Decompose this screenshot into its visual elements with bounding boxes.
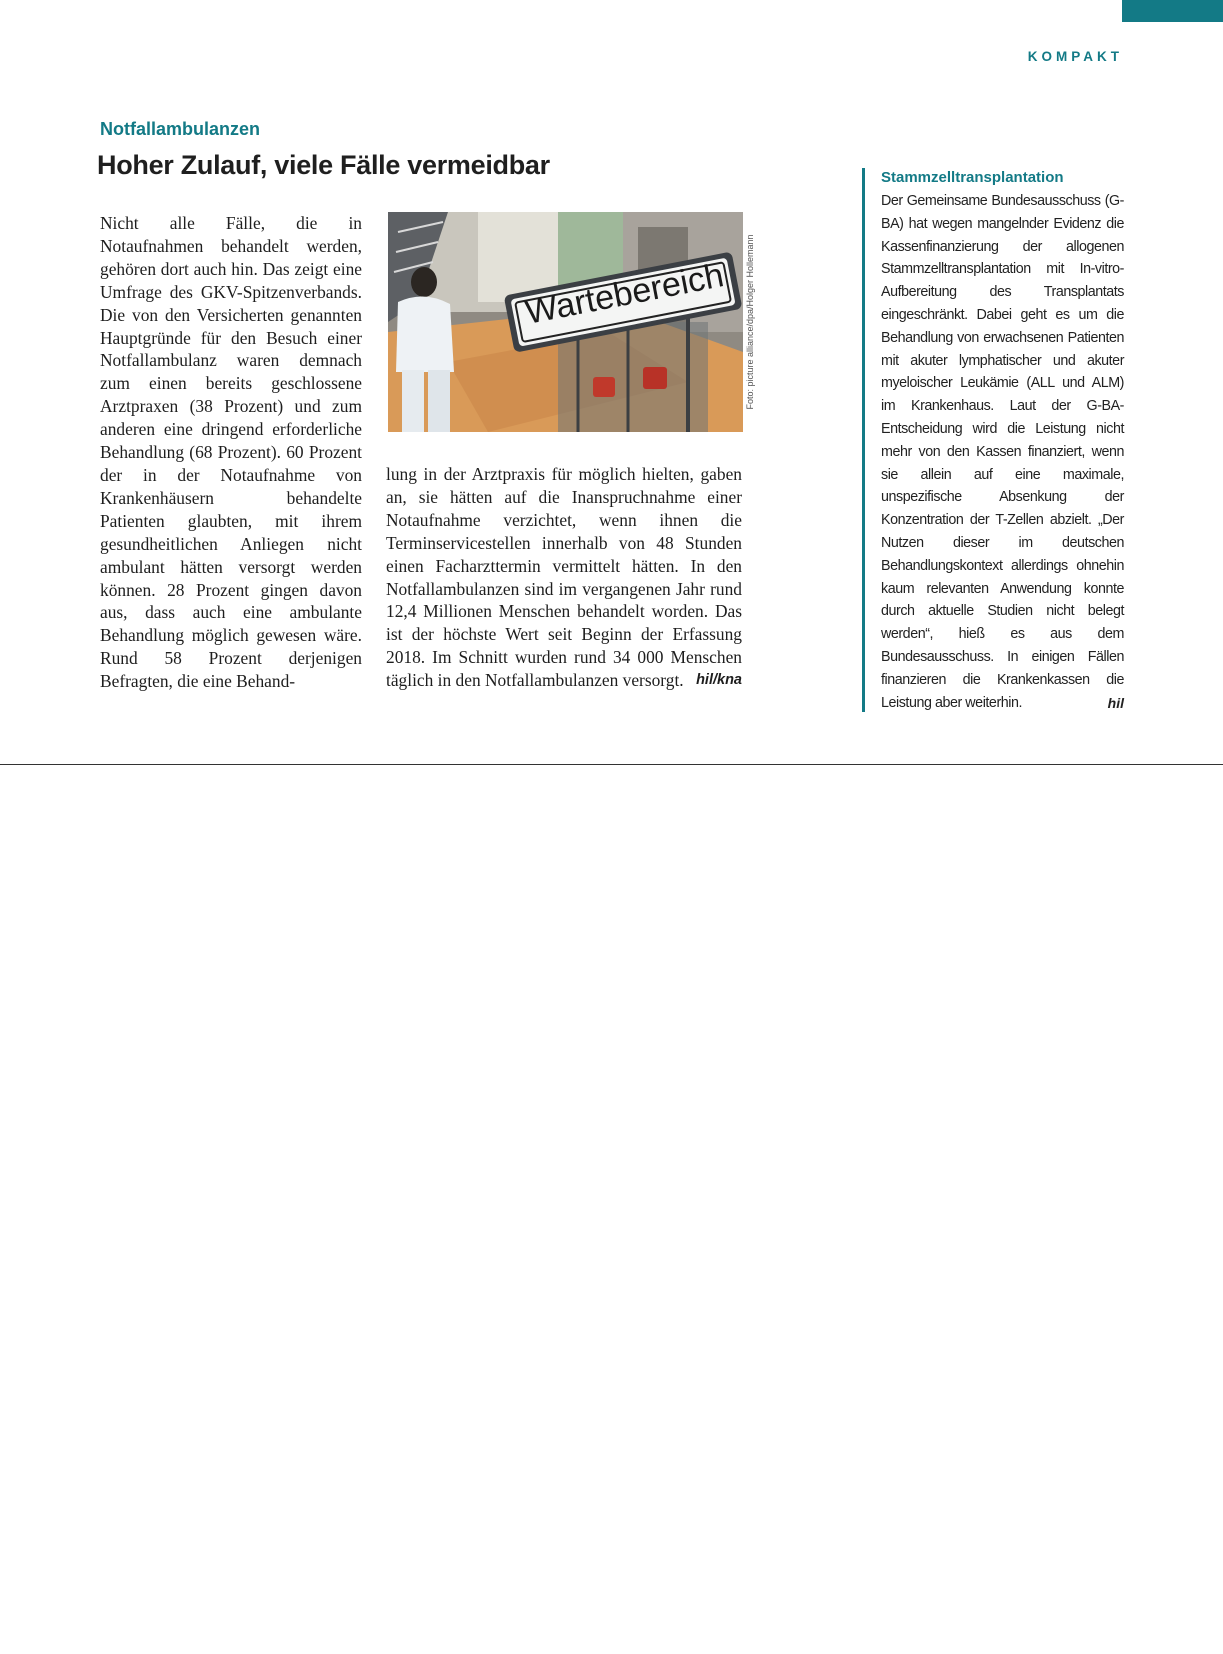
article-column-2-text: lung in der Arztpraxis für möglich hielten, gaben an, sie hätten auf die Inanspruchnahme einer Notaufnahme verzichtet, wenn ihnen die Terminservicestellen innerhalb von 48 Stunden einen Facharzttermin vermittelt hätten. In den Notfallambulanzen sind im vergangenen Jahr rund 12,4 Millionen Menschen behandelt worden. Das ist der höchste Wert seit Beginn der Erfassung 2018. Im Schnitt wurden rund 34 000 Menschen täglich in den Notfallambulanzen versorgt. bbox=[386, 464, 742, 691]
corner-color-block bbox=[1122, 0, 1223, 22]
photo-credit: Foto: picture alliance/dpa/Holger Hollemann bbox=[745, 234, 755, 410]
article-headline: Hoher Zulauf, viele Fälle vermeidbar bbox=[97, 150, 550, 180]
photo-sign-text: Wartebereich bbox=[522, 256, 727, 332]
article-kicker: Notfallambulanzen bbox=[100, 119, 261, 139]
sidebar-title: Stammzelltransplantation bbox=[881, 169, 1064, 186]
sidebar-body: Der Gemeinsame Bundesausschuss (G-BA) hat wegen mangelnder Evidenz die Kassenfinanzierung der allogenen Stammzelltransplantation mit In-vitro-Aufbereitung des Transplantats eingeschränkt. Dabei geht es um die Behandlung von erwachsenen Patienten mit akuter lymphatischer und akuter myeloischer Leukämie (ALL und ALM) im Krankenhaus. Laut der G-BA-Entscheidung wird die Leistung nicht mehr von den Kassen finanziert, wenn sie allein auf eine maximale, unspezifische Absenkung der Konzentration der T-Zellen abzielt. „Der Nutzen dieser im deutschen Behandlungskontext allerdings ohnehin kaum relevanten Anwendung konnte durch aktuelle Studien nicht belegt werden“, hieß es aus dem Bundesausschuss. In einigen Fällen finanzieren die Krankenkassen die Leistung aber weiterhin. bbox=[881, 193, 1124, 711]
article-photo bbox=[388, 212, 743, 432]
section-label: KOMPAKT bbox=[1027, 49, 1123, 64]
sidebar-text bbox=[881, 190, 1124, 714]
sign-text-layer bbox=[388, 212, 743, 432]
article-column-2 bbox=[386, 463, 742, 692]
sidebar-byline: hil bbox=[1107, 694, 1124, 711]
horizontal-divider bbox=[0, 764, 1223, 765]
article-column-1: Nicht alle Fälle, die in Notaufnahmen behandelt werden, gehören dort auch hin. Das zeigt eine Umfrage des GKV-Spitzenverbands. Die von den Versicherten genannten Hauptgründe für den Besuch einer Notfallambulanz waren demnach zum einen bereits geschlossene Arztpraxen (38 Prozent) und zum anderen eine dringend erforderliche Behandlung (68 Prozent). 60 Prozent der in der Notaufnahme von Krankenhäusern behandelte Patienten glaubten, mit ihrem gesundheitlichen Anliegen nicht ambulant hätten versorgt werden können. 28 Prozent gingen davon aus, dass auch eine ambulante Behandlung möglich gewesen wäre. Rund 58 Prozent derjenigen Befragten, die eine Behand- bbox=[100, 213, 362, 692]
article-byline: hil/kna bbox=[696, 672, 742, 689]
sidebar-box bbox=[862, 168, 1124, 712]
